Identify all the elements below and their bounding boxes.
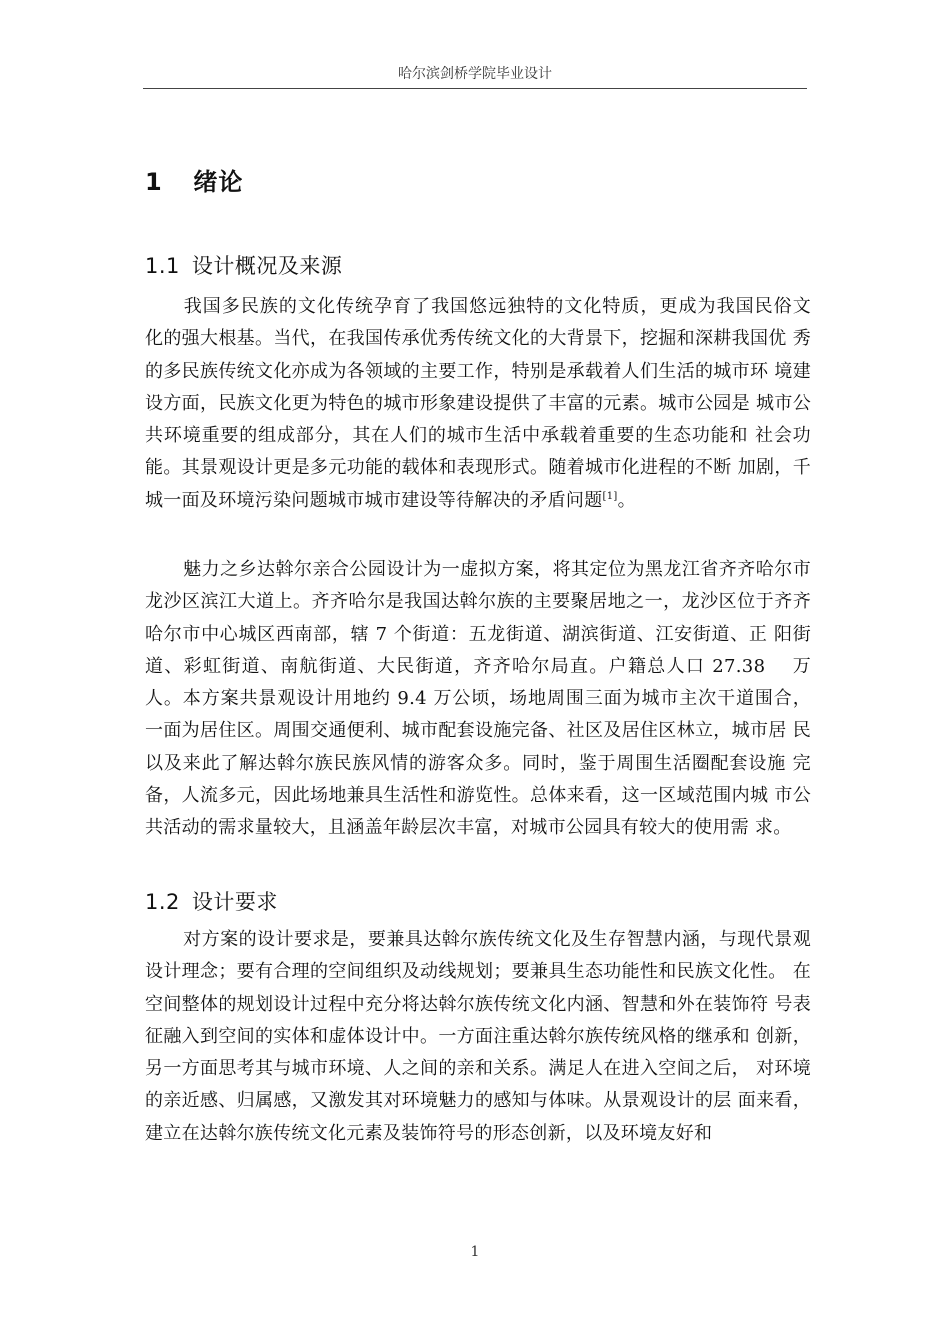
body-paragraph	[145, 291, 811, 517]
section-title: 设计要求	[191, 890, 278, 914]
citation-marker[interactable]: [1]	[602, 490, 618, 502]
running-header: 哈尔滨剑桥学院毕业设计	[398, 66, 552, 82]
chapter-heading	[145, 162, 243, 197]
paragraph-text: 对方案的设计要求是，要兼具达斡尔族传统文化及生存智慧内涵，与现代景观设计理念；要有合理的空间组织及动线规划；要兼具生态功能性和民族文化性。 在空间整体的规划设计过程中充分将达斡尔族传统文化内涵、智慧和外在装饰符 号表征融入到空间的实体和虚体设计中。一方面注重达斡尔族传统风格的继承和 创新，另一方面思考其与城市环境、人之间的亲和关系。满足人在进入空间之后， 对环境的亲近感、归属感，又激发其对环境魅力的感知与体味。从景观设计的层 面来看，建立在达斡尔族传统文化元素及装饰符号的形态创新，以及环境友好和	[145, 929, 811, 1144]
paragraph-text: 魅力之乡达斡尔亲合公园设计为一虚拟方案，将其定位为黑龙江省齐齐哈尔市龙沙区滨江大道上。齐齐哈尔是我国达斡尔族的主要聚居地之一，龙沙区位于齐齐哈尔市中心城区西南部，辖 7 个街道：五龙街道、湖滨街道、江安街道、正 阳街道、彩虹街道、南航街道、大民街道，齐齐哈尔局直。户籍总人口 27.38 万人。本方案共景观设计用地约 9.4 万公顷，场地周围三面为城市主次干道围合， 一面为居住区。周围交通便利、城市配套设施完备、社区及居住区林立，城市居 民以及来此了解达斡尔族民族风情的游客众多。同时，鉴于周围生活圈配套设施 完备，人流多元，因此场地兼具生活性和游览性。总体来看，这一区域范围内城 市公共活动的需求量较大，且涵盖年龄层次丰富，对城市公园具有较大的使用需 求。	[145, 559, 811, 839]
page-number: 1	[470, 1244, 480, 1260]
chapter-number: 1	[145, 168, 163, 196]
chapter-title: 绪论	[193, 168, 244, 196]
body-paragraph	[145, 924, 811, 1150]
paragraph-text: 我国多民族的文化传统孕育了我国悠远独特的文化特质，更成为我国民俗文 化的强大根基。当代，在我国传承优秀传统文化的大背景下，挖掘和深耕我国优 秀的多民族传统文化亦成为各领域的主要工作，特别是承载着人们生活的城市环 境建设方面，民族文化更为特色的城市形象建设提供了丰富的元素。城市公园是 城市公共环境重要的组成部分，其在人们的城市生活中承载着重要的生态功能和 社会功能。其景观设计更是多元功能的载体和表现形式。随着城市化进程的不断 加剧，千城一面及环境污染问题城市城市建设等待解决的矛盾问题	[145, 296, 811, 511]
paragraph-end: 。	[617, 489, 636, 511]
header-divider	[143, 88, 807, 89]
section-number: 1.2	[145, 890, 180, 914]
section-heading-1-1	[145, 250, 342, 280]
section-title: 设计概况及来源	[191, 254, 343, 278]
body-paragraph	[145, 554, 811, 845]
section-heading-1-2	[145, 886, 278, 916]
section-number: 1.1	[145, 254, 180, 278]
